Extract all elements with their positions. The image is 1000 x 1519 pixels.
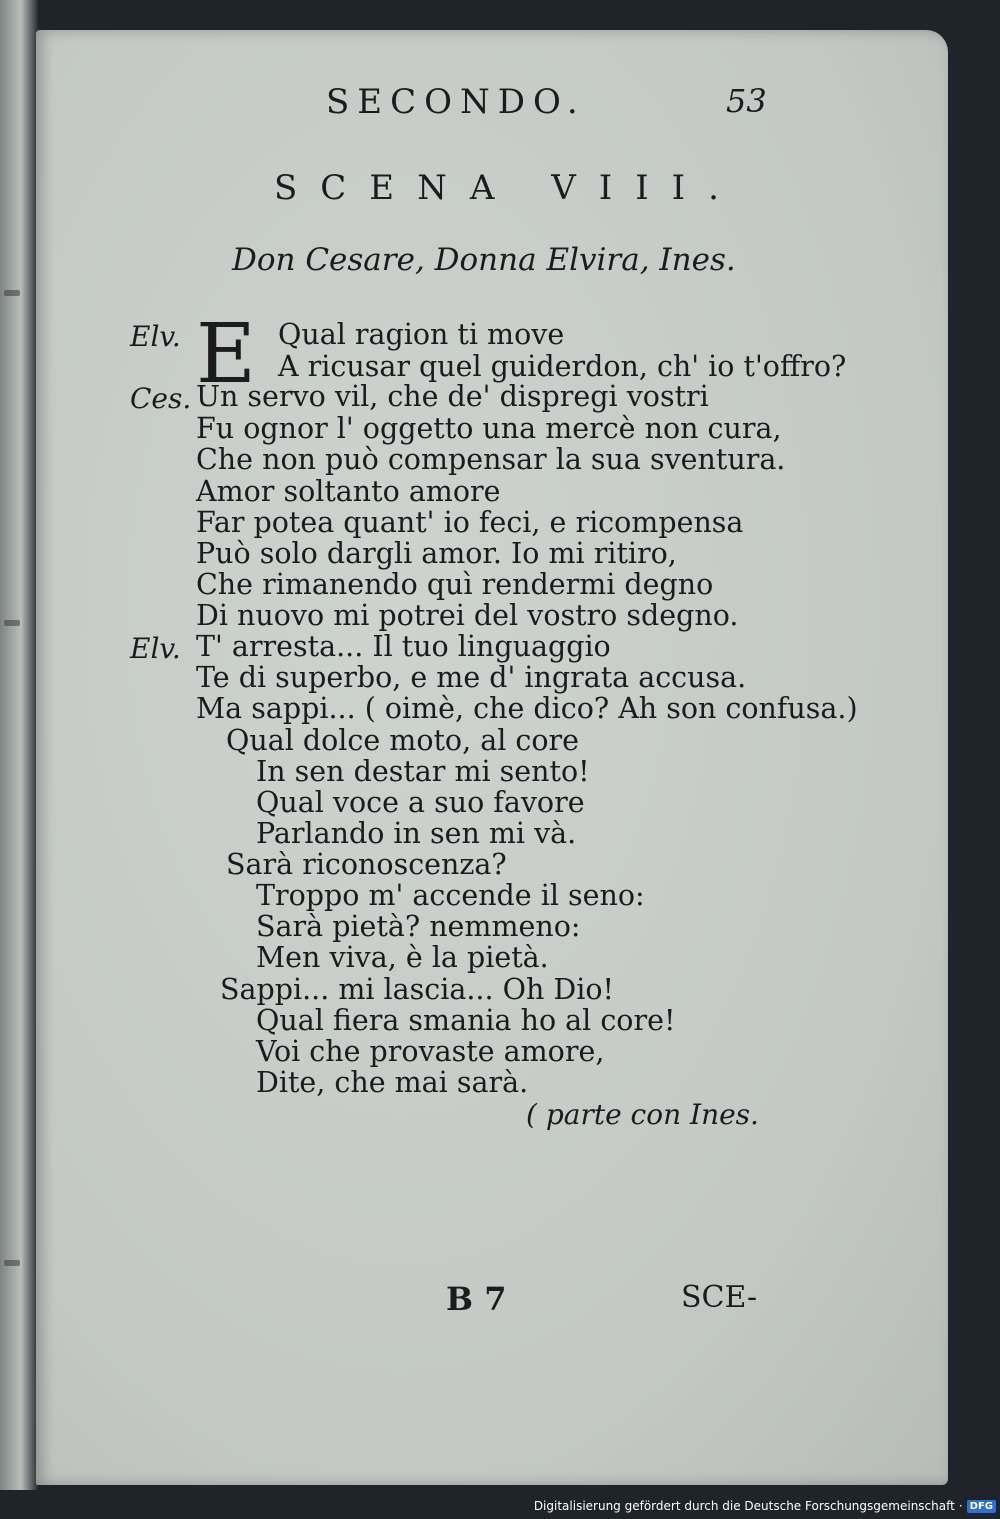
aria-line: Parlando in sen mi và. xyxy=(256,817,577,850)
aria-line: Dite, che mai sarà. xyxy=(256,1066,529,1099)
verse-line: Un servo vil, che de' dispregi vostri xyxy=(196,380,709,413)
facing-page-mark xyxy=(4,1260,20,1266)
running-head: SECONDO. xyxy=(326,82,586,122)
aria-line: In sen destar mi sento! xyxy=(256,755,590,788)
dfg-logo: DFG xyxy=(967,1500,996,1513)
page-text xyxy=(36,30,948,1485)
verse-line: Che rimanendo quì rendermi degno xyxy=(196,568,714,601)
book-page xyxy=(36,30,948,1485)
scene-title: SCENA VIII. xyxy=(274,168,742,208)
verse-line: Può solo dargli amor. Io mi ritiro, xyxy=(196,537,677,570)
speaker-label-elvira: Elv. xyxy=(130,632,181,665)
facing-page-edge xyxy=(0,0,38,1490)
aria-line: Sarà riconoscenza? xyxy=(226,848,507,881)
verse-line: Fu ognor l' oggetto una mercè non cura, xyxy=(196,412,782,445)
footer-credit: Digitalisierung gefördert durch die Deutsche Forschungsgemeinschaft xyxy=(533,1499,955,1513)
verse-line: Amor soltanto amore xyxy=(196,475,501,508)
drop-cap: E xyxy=(196,307,256,402)
aria-line: Qual fiera smania ho al core! xyxy=(256,1004,676,1037)
aria-line: Voi che provaste amore, xyxy=(256,1035,605,1068)
page-number: 53 xyxy=(726,82,767,120)
verse-line: Qual ragion ti move xyxy=(278,318,565,351)
footer-separator: · xyxy=(958,1499,963,1513)
verse-line: Che non può compensar la sua sventura. xyxy=(196,443,786,476)
scene-characters: Don Cesare, Donna Elvira, Ines. xyxy=(232,242,736,278)
verse-line: Ma sappi... ( oimè, che dico? Ah son confusa.) xyxy=(196,692,858,725)
aria-line: Troppo m' accende il seno: xyxy=(256,879,645,912)
aria-line: Sappi... mi lascia... Oh Dio! xyxy=(220,973,614,1006)
verse-line: Di nuovo mi potrei del vostro sdegno. xyxy=(196,599,739,632)
aria-line: Qual dolce moto, al core xyxy=(226,724,579,757)
aria-line: Qual voce a suo favore xyxy=(256,786,585,819)
speaker-label-elvira: Elv. xyxy=(130,320,181,353)
digitization-footer xyxy=(534,1499,996,1513)
catchword: SCE- xyxy=(681,1280,758,1315)
aria-line: Men viva, è la pietà. xyxy=(256,941,549,974)
signature-mark: B 7 xyxy=(446,1280,507,1318)
stage-direction: ( parte con Ines. xyxy=(526,1098,759,1131)
aria-line: Sarà pietà? nemmeno: xyxy=(256,910,581,943)
verse-line: T' arresta... Il tuo linguaggio xyxy=(196,630,611,663)
verse-line: Te di superbo, e me d' ingrata accusa. xyxy=(196,661,747,694)
speaker-label-cesare: Ces. xyxy=(130,382,192,415)
facing-page-mark xyxy=(4,620,20,626)
facing-page-mark xyxy=(4,290,20,296)
verse-line: Far potea quant' io feci, e ricompensa xyxy=(196,506,744,539)
verse-line: A ricusar quel guiderdon, ch' io t'offro? xyxy=(278,350,847,383)
